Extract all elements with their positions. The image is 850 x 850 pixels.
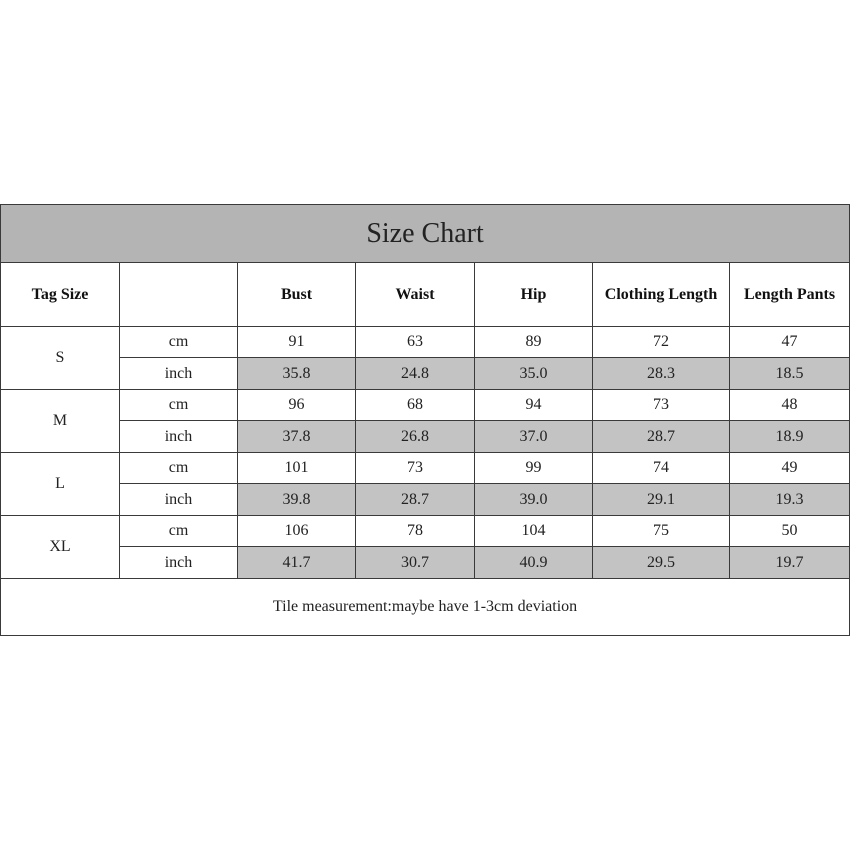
length-pants-value: 19.3 — [730, 484, 850, 516]
hip-value: 94 — [475, 390, 593, 421]
length-pants-value: 47 — [730, 327, 850, 358]
unit-label: cm — [120, 453, 238, 484]
waist-value: 63 — [356, 327, 475, 358]
hip-value: 89 — [475, 327, 593, 358]
unit-label: cm — [120, 390, 238, 421]
hip-value: 104 — [475, 516, 593, 547]
hip-value: 39.0 — [475, 484, 593, 516]
waist-value: 24.8 — [356, 358, 475, 390]
hip-value: 40.9 — [475, 547, 593, 579]
bust-value: 91 — [238, 327, 356, 358]
clothing-length-value: 74 — [593, 453, 730, 484]
table-row — [1, 547, 850, 579]
table-row — [1, 484, 850, 516]
header-hip: Hip — [475, 263, 593, 327]
unit-label: cm — [120, 327, 238, 358]
waist-value: 68 — [356, 390, 475, 421]
size-label: XL — [1, 516, 120, 579]
waist-value: 30.7 — [356, 547, 475, 579]
header-row — [1, 263, 850, 327]
clothing-length-value: 75 — [593, 516, 730, 547]
size-label: M — [1, 390, 120, 453]
size-chart-table — [0, 204, 850, 636]
clothing-length-value: 28.3 — [593, 358, 730, 390]
length-pants-value: 18.5 — [730, 358, 850, 390]
table-row — [1, 358, 850, 390]
length-pants-value: 19.7 — [730, 547, 850, 579]
bust-value: 101 — [238, 453, 356, 484]
header-length-pants: Length Pants — [730, 263, 850, 327]
header-bust: Bust — [238, 263, 356, 327]
clothing-length-value: 73 — [593, 390, 730, 421]
length-pants-value: 49 — [730, 453, 850, 484]
header-clothing-length: Clothing Length — [593, 263, 730, 327]
chart-title: Size Chart — [1, 205, 850, 263]
unit-label: cm — [120, 516, 238, 547]
waist-value: 26.8 — [356, 421, 475, 453]
table-row — [1, 390, 850, 421]
bust-value: 39.8 — [238, 484, 356, 516]
header-unit — [120, 263, 238, 327]
waist-value: 78 — [356, 516, 475, 547]
table-row — [1, 453, 850, 484]
unit-label: inch — [120, 421, 238, 453]
hip-value: 99 — [475, 453, 593, 484]
bust-value: 41.7 — [238, 547, 356, 579]
table-row — [1, 516, 850, 547]
length-pants-value: 48 — [730, 390, 850, 421]
hip-value: 35.0 — [475, 358, 593, 390]
bust-value: 37.8 — [238, 421, 356, 453]
clothing-length-value: 29.5 — [593, 547, 730, 579]
unit-label: inch — [120, 484, 238, 516]
measurement-note: Tile measurement:maybe have 1-3cm deviation — [1, 579, 850, 636]
size-label: S — [1, 327, 120, 390]
hip-value: 37.0 — [475, 421, 593, 453]
bust-value: 106 — [238, 516, 356, 547]
clothing-length-value: 72 — [593, 327, 730, 358]
clothing-length-value: 29.1 — [593, 484, 730, 516]
length-pants-value: 50 — [730, 516, 850, 547]
length-pants-value: 18.9 — [730, 421, 850, 453]
bust-value: 96 — [238, 390, 356, 421]
size-label: L — [1, 453, 120, 516]
bust-value: 35.8 — [238, 358, 356, 390]
clothing-length-value: 28.7 — [593, 421, 730, 453]
table-row — [1, 327, 850, 358]
header-tag-size: Tag Size — [1, 263, 120, 327]
waist-value: 73 — [356, 453, 475, 484]
table-row — [1, 421, 850, 453]
header-waist: Waist — [356, 263, 475, 327]
unit-label: inch — [120, 358, 238, 390]
waist-value: 28.7 — [356, 484, 475, 516]
unit-label: inch — [120, 547, 238, 579]
